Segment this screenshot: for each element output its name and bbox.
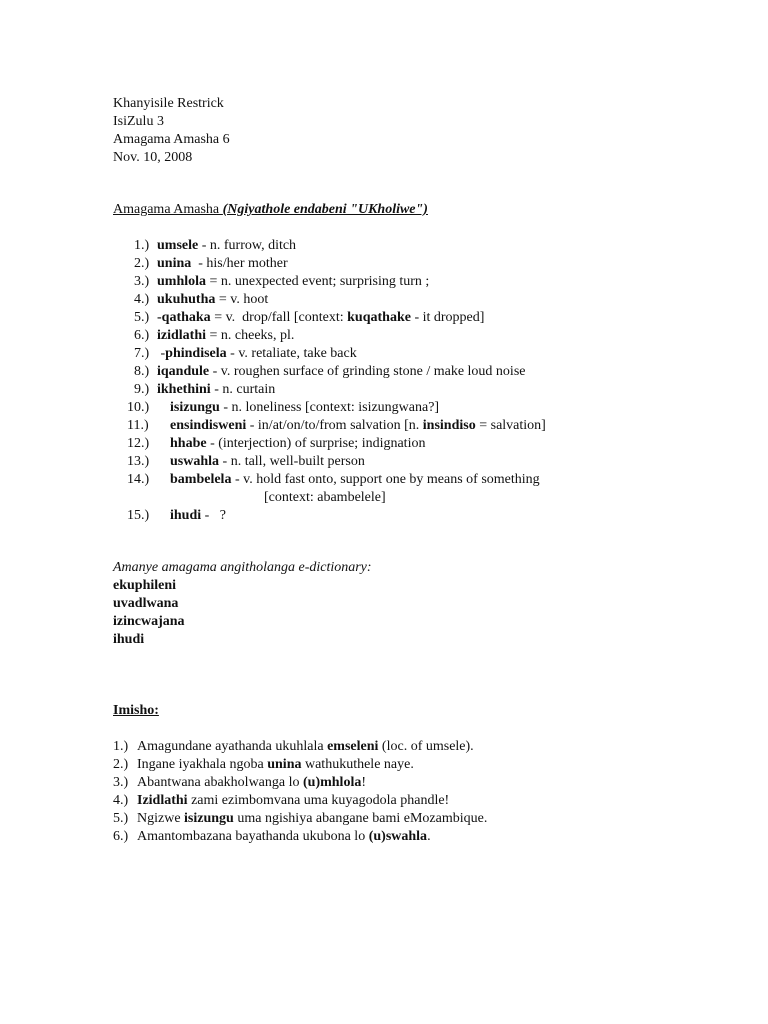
item-text bbox=[157, 327, 294, 345]
item-number: 12.) bbox=[127, 436, 150, 451]
bold-term: umsele bbox=[157, 238, 199, 253]
definition-text: = salvation] bbox=[475, 418, 546, 433]
assignment-title: Amagama Amasha 6 bbox=[113, 132, 230, 147]
item-number: 15.) bbox=[127, 508, 150, 523]
item-text bbox=[170, 435, 425, 453]
bold-term: unina bbox=[267, 757, 302, 772]
bold-term: emseleni bbox=[327, 739, 379, 754]
vocab-item bbox=[113, 291, 733, 309]
bold-term: (u)swahla bbox=[368, 829, 428, 844]
undefined-word: ihudi bbox=[113, 632, 145, 647]
bold-term: isizungu bbox=[184, 811, 234, 826]
item-text bbox=[157, 273, 429, 291]
course-name: IsiZulu 3 bbox=[113, 114, 164, 129]
definition-text: - his/her mother bbox=[191, 256, 288, 271]
definition-text: - n. loneliness [context: isizungwana?] bbox=[219, 400, 440, 415]
bold-term: kuqathake bbox=[347, 310, 411, 325]
bold-term: ikhethini bbox=[157, 382, 211, 397]
item-number: 6.) bbox=[113, 829, 129, 844]
vocab-item bbox=[113, 471, 733, 489]
item-number: 2.) bbox=[134, 256, 150, 271]
item-number: 7.) bbox=[134, 346, 150, 361]
item-number: 3.) bbox=[113, 775, 129, 790]
item-number: 11.) bbox=[127, 418, 149, 433]
item-number: 8.) bbox=[134, 364, 150, 379]
bold-term: unina bbox=[157, 256, 192, 271]
bold-term: uswahla bbox=[170, 454, 220, 469]
vocab-item bbox=[113, 453, 733, 471]
vocab-item bbox=[113, 255, 733, 273]
undefined-words-list bbox=[113, 577, 185, 649]
undefined-word: uvadlwana bbox=[113, 596, 179, 611]
item-number: 1.) bbox=[113, 739, 129, 754]
bold-term: -qathaka bbox=[157, 310, 211, 325]
item-number: 9.) bbox=[134, 382, 150, 397]
sentence-item bbox=[113, 792, 733, 810]
vocab-item bbox=[113, 327, 733, 345]
bold-term: bambelela bbox=[170, 472, 232, 487]
item-text bbox=[137, 828, 431, 846]
item-number: 14.) bbox=[127, 472, 150, 487]
bold-term: (u)mhlola bbox=[303, 775, 362, 790]
definition-text: - ? bbox=[201, 508, 227, 523]
definition-text: - (interjection) of surprise; indignation bbox=[206, 436, 426, 451]
sentence-item bbox=[113, 810, 733, 828]
item-text bbox=[157, 255, 288, 273]
vocab-section-title bbox=[113, 201, 428, 219]
vocab-item bbox=[113, 363, 733, 381]
bold-term: insindiso bbox=[422, 418, 476, 433]
vocab-item bbox=[113, 435, 733, 453]
definition-text: uma ngishiya abangane bami eMozambique. bbox=[233, 811, 488, 826]
definition-text: = v. hoot bbox=[215, 292, 269, 307]
item-text bbox=[137, 774, 366, 792]
sentence-item bbox=[113, 774, 733, 792]
item-text bbox=[170, 453, 365, 471]
sentences-list bbox=[113, 738, 733, 846]
definition-text: (loc. of umsele). bbox=[378, 739, 474, 754]
bold-term: iqandule bbox=[157, 364, 210, 379]
definition-text: Amantombazana bayathanda ukubona lo bbox=[137, 829, 369, 844]
document-date: Nov. 10, 2008 bbox=[113, 150, 193, 165]
item-number: 4.) bbox=[113, 793, 129, 808]
definition-text: ! bbox=[361, 775, 367, 790]
vocab-item bbox=[113, 309, 733, 327]
author-name: Khanyisile Restrick bbox=[113, 96, 224, 111]
item-text bbox=[137, 756, 414, 774]
undefined-words-title: Amanye amagama angitholanga e-dictionary: bbox=[113, 560, 372, 575]
definition-text: - it dropped] bbox=[410, 310, 485, 325]
bold-term: Izidlathi bbox=[137, 793, 188, 808]
item-text bbox=[157, 291, 268, 309]
definition-text: . bbox=[427, 829, 431, 844]
definition-text: - n. curtain bbox=[210, 382, 276, 397]
bold-term: hhabe bbox=[170, 436, 207, 451]
item-text bbox=[157, 309, 484, 327]
bold-term: phindisela bbox=[165, 346, 227, 361]
undefined-word: izincwajana bbox=[113, 614, 185, 629]
sentence-item bbox=[113, 738, 733, 756]
definition-text: - n. furrow, ditch bbox=[198, 238, 297, 253]
vocab-item bbox=[113, 381, 733, 399]
vocab-item bbox=[113, 345, 733, 363]
definition-text: - v. hold fast onto, support one by means of something bbox=[231, 472, 540, 487]
item-text bbox=[170, 507, 226, 525]
bold-term: umhlola bbox=[157, 274, 207, 289]
item-number: 4.) bbox=[134, 292, 150, 307]
item-number: 2.) bbox=[113, 757, 129, 772]
definition-text: zami ezimbomvana uma kuyagodola phandle! bbox=[187, 793, 450, 808]
item-text bbox=[157, 381, 275, 399]
continuation-line bbox=[113, 489, 733, 507]
item-text bbox=[157, 237, 296, 255]
item-text bbox=[157, 363, 526, 381]
definition-text: Ngizwe bbox=[137, 811, 185, 826]
vocab-item bbox=[113, 417, 733, 435]
vocab-item bbox=[113, 507, 733, 525]
sentence-item bbox=[113, 828, 733, 846]
undefined-word: ekuphileni bbox=[113, 578, 177, 593]
definition-text: - v. retaliate, take back bbox=[226, 346, 357, 361]
definition-text: Ingane iyakhala ngoba bbox=[137, 757, 268, 772]
bold-term: ihudi bbox=[170, 508, 202, 523]
header-block bbox=[113, 95, 230, 167]
vocab-item bbox=[113, 273, 733, 291]
item-number: 1.) bbox=[134, 238, 150, 253]
item-text bbox=[157, 345, 357, 363]
item-text bbox=[137, 810, 487, 828]
definition-text: = n. cheeks, pl. bbox=[206, 328, 295, 343]
item-number: 13.) bbox=[127, 454, 150, 469]
vocab-item bbox=[113, 399, 733, 417]
definition-text: Abantwana abakholwanga lo bbox=[137, 775, 303, 790]
bold-term: ensindisweni bbox=[170, 418, 247, 433]
definition-text: - n. tall, well-built person bbox=[219, 454, 365, 469]
item-text bbox=[137, 738, 474, 756]
definition-text: - v. roughen surface of grinding stone / make loud noise bbox=[209, 364, 526, 379]
vocab-title-text: Amagama Amasha bbox=[113, 202, 223, 217]
vocab-title-source: (Ngiyathole endabeni "UKholiwe") bbox=[222, 202, 428, 217]
definition-text: = n. unexpected event; surprising turn ; bbox=[206, 274, 430, 289]
context-note: [context: abambelele] bbox=[264, 490, 386, 505]
item-number: 3.) bbox=[134, 274, 150, 289]
item-text bbox=[137, 792, 449, 810]
definition-text: - bbox=[157, 346, 166, 361]
item-number: 6.) bbox=[134, 328, 150, 343]
vocab-list bbox=[113, 237, 733, 525]
item-number: 5.) bbox=[134, 310, 150, 325]
sentences-section-title: Imisho: bbox=[113, 703, 159, 718]
bold-term: izidlathi bbox=[157, 328, 207, 343]
item-text bbox=[170, 471, 540, 489]
item-text bbox=[170, 399, 439, 417]
bold-term: ukuhutha bbox=[157, 292, 216, 307]
item-number: 10.) bbox=[127, 400, 150, 415]
definition-text: - in/at/on/to/from salvation [n. bbox=[246, 418, 423, 433]
bold-term: isizungu bbox=[170, 400, 220, 415]
sentence-item bbox=[113, 756, 733, 774]
definition-text: = v. drop/fall [context: bbox=[210, 310, 348, 325]
definition-text: Amagundane ayathanda ukuhlala bbox=[137, 739, 328, 754]
vocab-item bbox=[113, 237, 733, 255]
item-text bbox=[170, 417, 546, 435]
definition-text: wathukuthele naye. bbox=[301, 757, 414, 772]
item-number: 5.) bbox=[113, 811, 129, 826]
